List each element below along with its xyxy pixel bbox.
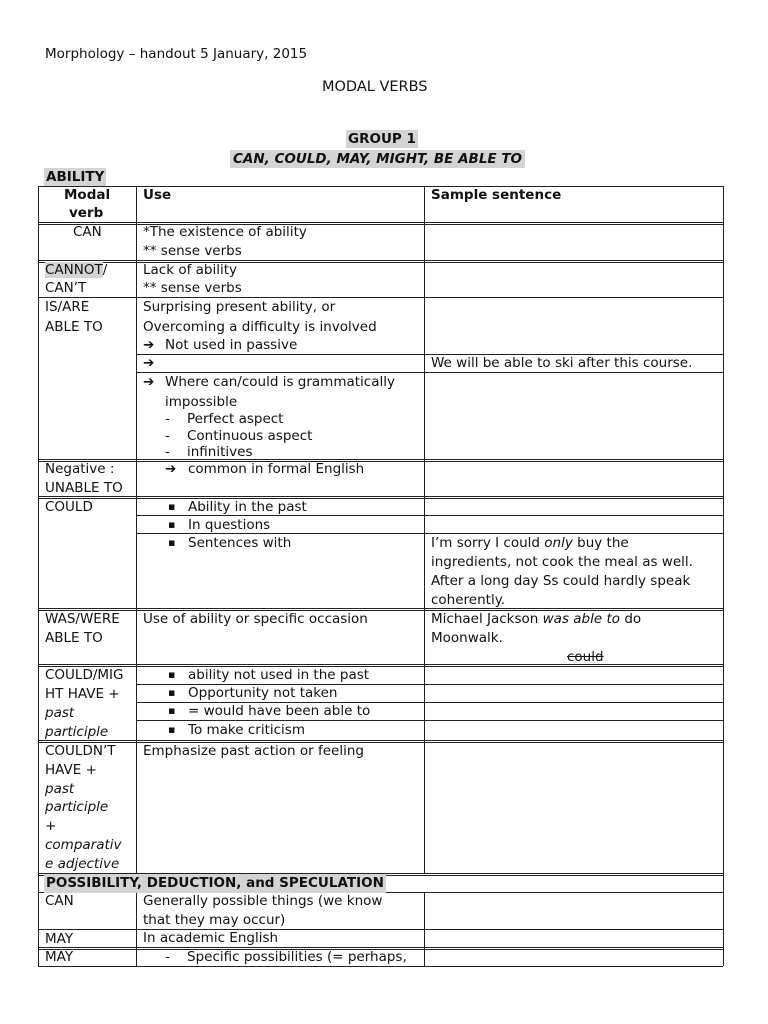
use-text: Ability in the past: [188, 499, 307, 515]
use-text: Specific possibilities (= perhaps,: [187, 949, 407, 965]
modal-was-were: WAS/WERE: [45, 611, 120, 627]
dash-icon: -: [165, 444, 170, 460]
use-text: To make criticism: [188, 722, 305, 738]
arrow-icon: ➔: [143, 337, 155, 353]
modal-cannot: CANNOT/: [45, 262, 108, 278]
modal-can: CAN: [45, 893, 74, 909]
use-text: In questions: [188, 517, 271, 533]
arrow-icon: ➔: [143, 374, 155, 390]
modal-have: HAVE +: [45, 762, 97, 778]
modal-may: MAY: [45, 949, 74, 965]
group-label: GROUP 1: [348, 131, 416, 147]
use-text: Emphasize past action or feeling: [143, 743, 364, 759]
modal-couldnt: COULDN’T: [45, 743, 116, 759]
use-text: *The existence of ability: [143, 224, 307, 240]
section-ability: ABILITY: [46, 169, 105, 185]
use-text: In academic English: [143, 930, 279, 946]
bullet-icon: ▪: [168, 723, 176, 736]
use-text: ** sense verbs: [143, 280, 242, 296]
modal-comparative: comparativ: [45, 837, 122, 853]
use-text: Sentences with: [188, 535, 292, 551]
sample-sentence: Michael Jackson was able to do: [431, 611, 642, 627]
bullet-icon: ▪: [168, 500, 176, 513]
use-text: Where can/could is grammatically: [165, 374, 395, 390]
modal-could: COULD: [45, 499, 93, 515]
document-header: Morphology – handout 5 January, 2015: [45, 46, 308, 62]
use-text: ** sense verbs: [143, 243, 242, 259]
modal-can: CAN: [73, 224, 102, 240]
use-text: Not used in passive: [165, 337, 298, 353]
modal-unable-to: UNABLE TO: [45, 480, 123, 496]
modal-is-are: IS/ARE: [45, 299, 90, 315]
bullet-icon: ▪: [168, 536, 176, 549]
sample-sentence: I’m sorry I could only buy the: [431, 535, 629, 551]
modal-plus: +: [45, 818, 57, 834]
page-title: MODAL VERBS: [322, 79, 428, 95]
use-text: Perfect aspect: [187, 411, 284, 427]
use-text: Generally possible things (we know: [143, 893, 383, 909]
use-text: infinitives: [187, 444, 253, 460]
modal-able-to: ABLE TO: [45, 630, 103, 646]
dash-icon: -: [165, 949, 170, 965]
use-text: Opportunity not taken: [188, 685, 338, 701]
modal-past: past: [45, 705, 75, 721]
modal-adjective: e adjective: [45, 856, 120, 872]
bullet-icon: ▪: [168, 686, 176, 699]
col-header-sample: Sample sentence: [431, 187, 562, 203]
use-text: Surprising present ability, or: [143, 299, 336, 315]
modal-negative: Negative :: [45, 461, 115, 477]
sample-sentence: After a long day Ss could hardly speak: [431, 573, 691, 589]
bullet-icon: ▪: [168, 518, 176, 531]
modal-have: HT HAVE +: [45, 686, 120, 702]
dash-icon: -: [165, 428, 170, 444]
use-text: Lack of ability: [143, 262, 238, 278]
modal-could-might: COULD/MIG: [45, 667, 124, 683]
strikethrough-text: could: [567, 649, 604, 665]
bullet-icon: ▪: [168, 668, 176, 681]
modal-cant: CAN’T: [45, 280, 87, 296]
use-text: = would have been able to: [188, 703, 371, 719]
arrow-icon: ➔: [143, 355, 155, 371]
use-text: ability not used in the past: [188, 667, 370, 683]
modal-past: past: [45, 781, 75, 797]
use-text: Use of ability or specific occasion: [143, 611, 368, 627]
modal-may: MAY: [45, 931, 74, 947]
bullet-icon: ▪: [168, 704, 176, 717]
section-possibility: POSSIBILITY, DEDUCTION, and SPECULATION: [46, 875, 384, 891]
col-header-use: Use: [143, 187, 172, 203]
modal-participle: participle: [45, 724, 109, 740]
dash-icon: -: [165, 411, 170, 427]
use-text: that they may occur): [143, 912, 286, 928]
sample-sentence: We will be able to ski after this course.: [431, 355, 693, 371]
sample-sentence: coherently.: [431, 592, 506, 608]
arrow-icon: ➔: [165, 461, 177, 477]
sample-sentence: Moonwalk.: [431, 630, 503, 646]
use-text: common in formal English: [188, 461, 365, 477]
use-text: Continuous aspect: [187, 428, 313, 444]
group-verbs: CAN, COULD, MAY, MIGHT, BE ABLE TO: [230, 150, 525, 168]
modal-participle: participle: [45, 799, 109, 815]
use-text: impossible: [165, 394, 238, 410]
col-header-modal-verb: verb: [69, 205, 104, 221]
modal-able-to: ABLE TO: [45, 319, 103, 335]
use-text: Overcoming a difficulty is involved: [143, 319, 377, 335]
sample-sentence: ingredients, not cook the meal as well.: [431, 554, 693, 570]
col-header-modal: Modal: [64, 187, 111, 203]
